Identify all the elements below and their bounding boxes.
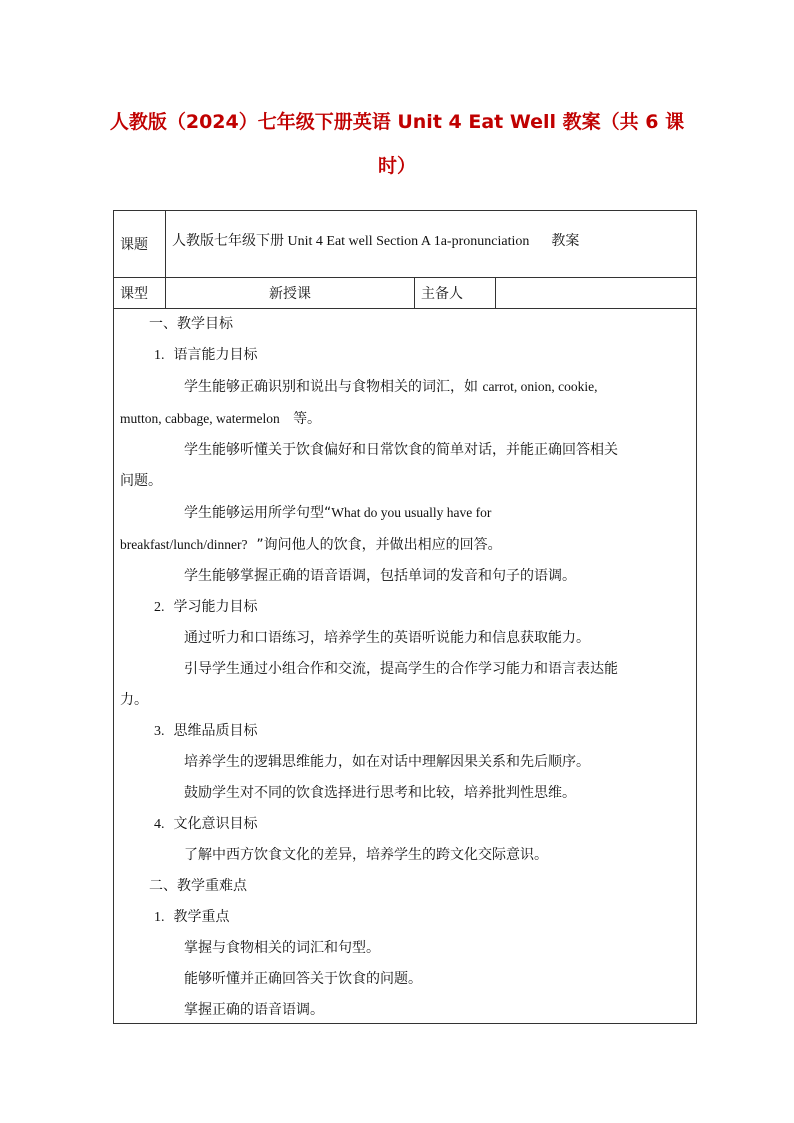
title-line-2: 时） xyxy=(377,155,416,177)
type-value: 新授课 xyxy=(166,278,415,309)
subheading-culture: 4. 文化意识目标 xyxy=(154,816,258,832)
document-title xyxy=(0,100,794,188)
paragraph-listening: 学生能够听懂关于饮食偏好和日常饮食的简单对话，并能正确回答相关 xyxy=(184,442,618,458)
paragraph-vocab-cont: mutton, cabbage, watermelon 等。 xyxy=(120,411,322,427)
preparer-label: 主备人 xyxy=(415,278,496,309)
paragraph-listening-cont: 问题。 xyxy=(120,473,162,489)
paragraph-critical: 鼓励学生对不同的饮食选择进行思考和比较，培养批判性思维。 xyxy=(184,785,576,801)
paragraph-logic: 培养学生的逻辑思维能力，如在对话中理解因果关系和先后顺序。 xyxy=(184,754,590,770)
subheading-language: 1. 语言能力目标 xyxy=(154,347,258,363)
type-label: 课型 xyxy=(114,278,166,309)
paragraph-sentence-cont: breakfast/lunch/dinner? ”询问他人的饮食，并做出相应的回答。 xyxy=(120,537,502,553)
section-heading-key-points: 二、教学重难点 xyxy=(149,878,247,894)
paragraph-listening-skill: 通过听力和口语练习，培养学生的英语听说能力和信息获取能力。 xyxy=(184,630,590,646)
lesson-plan-table xyxy=(113,210,697,1024)
paragraph-vocab: 学生能够正确识别和说出与食物相关的词汇，如 carrot, onion, cookie, xyxy=(184,379,598,395)
preparer-value xyxy=(496,278,697,309)
topic-suffix: 教案 xyxy=(551,234,580,249)
table-row-content xyxy=(114,309,697,1024)
paragraph-focus-2: 能够听懂并正确回答关于饮食的问题。 xyxy=(184,971,422,987)
table-row-topic xyxy=(114,211,697,278)
topic-cn: 人教版七年级下册 xyxy=(172,234,284,249)
paragraph-focus-3: 掌握正确的语音语调。 xyxy=(184,1002,324,1018)
table-row-type xyxy=(114,278,697,309)
subheading-thinking: 3. 思维品质目标 xyxy=(154,723,258,739)
paragraph-sentence: 学生能够运用所学句型“What do you usually have for xyxy=(184,505,492,521)
subheading-focus: 1. 教学重点 xyxy=(154,909,230,925)
paragraph-cooperation: 引导学生通过小组合作和交流，提高学生的合作学习能力和语言表达能 xyxy=(184,661,618,677)
section-heading-objectives: 一、教学目标 xyxy=(149,316,233,332)
topic-en: Unit 4 Eat well Section A 1a-pronunciation xyxy=(287,234,530,249)
paragraph-focus-1: 掌握与食物相关的词汇和句型。 xyxy=(184,940,380,956)
topic-value xyxy=(166,211,697,278)
paragraph-pronunciation: 学生能够掌握正确的语音语调，包括单词的发音和句子的语调。 xyxy=(184,568,576,584)
subheading-learning: 2. 学习能力目标 xyxy=(154,599,258,615)
paragraph-cooperation-cont: 力。 xyxy=(120,692,148,708)
title-line-1: 人教版（2024）七年级下册英语 Unit 4 Eat Well 教案（共 6 课 xyxy=(109,111,685,133)
paragraph-culture: 了解中西方饮食文化的差异，培养学生的跨文化交际意识。 xyxy=(184,847,548,863)
topic-label: 课题 xyxy=(114,211,166,278)
content-cell xyxy=(114,309,697,1024)
